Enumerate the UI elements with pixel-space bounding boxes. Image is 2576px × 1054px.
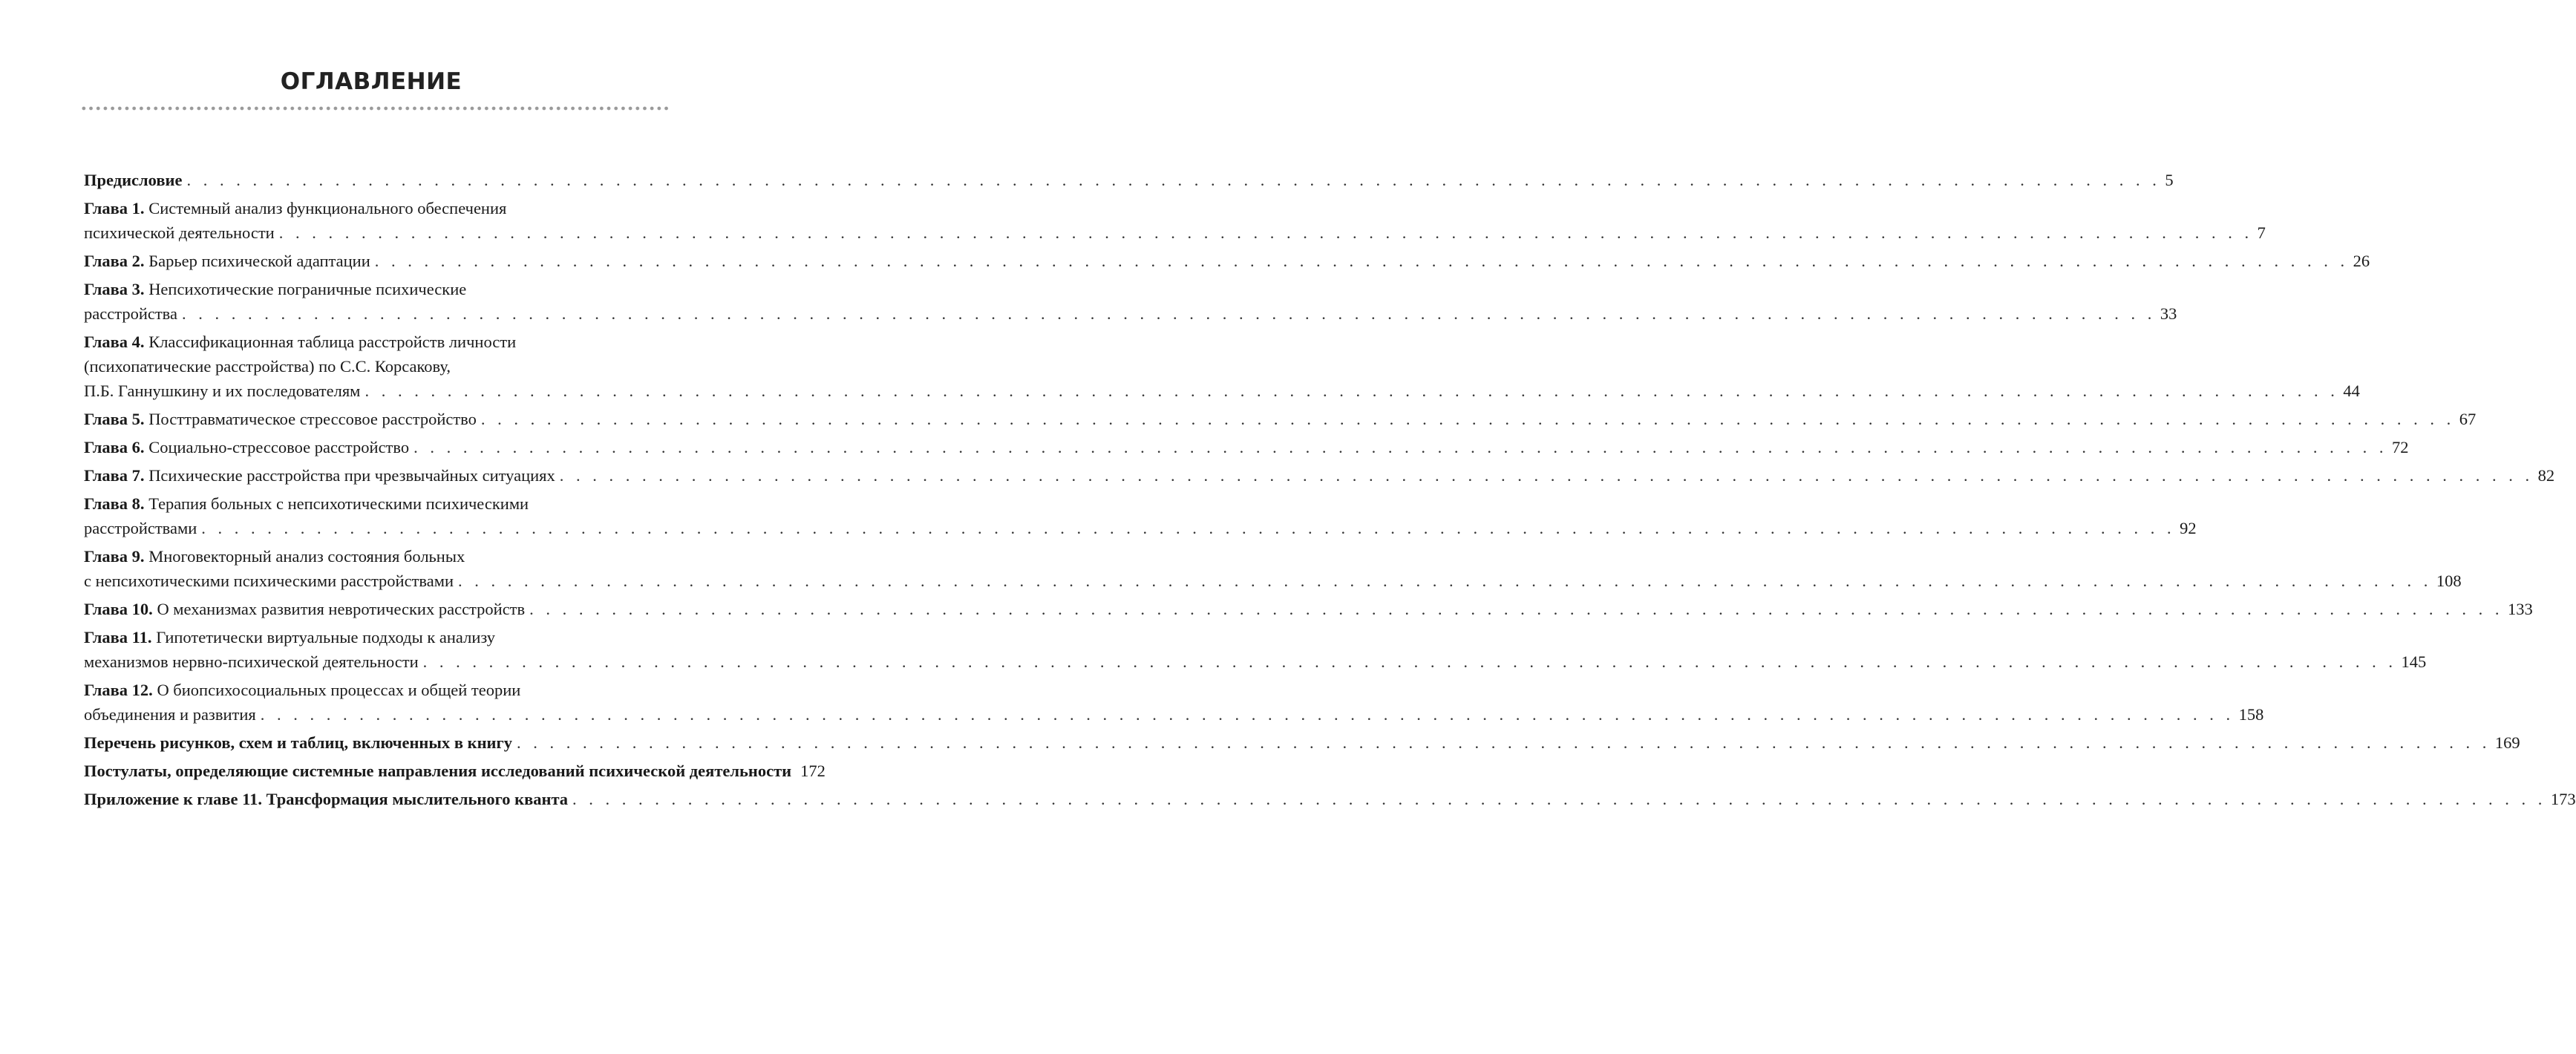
toc-entry-line: объединения и развития xyxy=(84,705,256,724)
toc-page-number: 133 xyxy=(2508,600,2533,618)
toc-entry-line: Барьер психической адаптации xyxy=(148,252,370,270)
toc-entry-line: (психопатические расстройства) по С.С. Корсакову, xyxy=(84,357,451,376)
toc-entry[interactable] xyxy=(84,435,2409,459)
toc-page-number: 26 xyxy=(2353,252,2370,270)
dot-leader: . . . . . . . . . . . . . . . . . . . . . . . . . . . . . . . . . . . . . . . . . . . . . . . . . . . . . . . . . . . . . . . . . . . . . . . . . . . . . . . . . . . . . . . . . . . . . . . . . . . . . . . . . . . . . . . . . . . . . . . . xyxy=(422,652,2397,671)
toc-entry-label: Перечень рисунков, схем и таблиц, включенных в книгу xyxy=(84,733,512,752)
toc-entry-label: Глава 3. xyxy=(84,280,145,298)
toc-entry-line: психической деятельности xyxy=(84,223,275,242)
toc-entry-line: с непсихотическими психическими расстройствами xyxy=(84,572,454,590)
dot-leader: . . . . . . . . . . . . . . . . . . . . . . . . . . . . . . . . . . . . . . . . . . . . . . . . . . . . . . . . . . . . . . . . . . . . . . . . . . . . . . . . . . . . . . . . . . . . . . . . . . . . . . . . . . . . . . . . . . . . . . . . xyxy=(374,252,2349,270)
toc-entry-label: Глава 9. xyxy=(84,547,145,566)
dot-leader: . . . . . . . . . . . . . . . . . . . . . . . . . . . . . . . . . . . . . . . . . . . . . . . . . . . . . . . . . . . . . . . . . . . . . . . . . . . . . . . . . . . . . . . . . . . . . . . . . . . . . . . . . . . . . . . . . . . . . . . . xyxy=(559,466,2534,485)
dot-leader: . . . . . . . . . . . . . . . . . . . . . . . . . . . . . . . . . . . . . . . . . . . . . . . . . . . . . . . . . . . . . . . . . . . . . . . . . . . . . . . . . . . . . . . . . . . . . . . . . . . . . . . . . . . . . . . . . . . . . . . . xyxy=(182,304,2156,323)
dot-leader: . . . . . . . . . . . . . . . . . . . . . . . . . . . . . . . . . . . . . . . . . . . . . . . . . . . . . . . . . . . . . . . . . . . . . . . . . . . . . . . . . . . . . . . . . . . . . . . . . . . . . . . . . . . . . . . . . . . . . . . . xyxy=(278,223,2253,242)
toc-page-number: 158 xyxy=(2238,705,2264,724)
toc-entry-line: Социально-стрессовое расстройство xyxy=(148,438,410,456)
toc-entry[interactable] xyxy=(84,730,2520,755)
toc-entry-line: Гипотетически виртуальные подходы к анализу xyxy=(156,628,496,647)
toc-page-number: 7 xyxy=(2257,223,2266,242)
toc-entry-label: Глава 10. xyxy=(84,600,153,618)
toc-page-number: 82 xyxy=(2537,466,2555,485)
dot-leader: . . . . . . . . . . . . . . . . . . . . . . . . . . . . . . . . . . . . . . . . . . . . . . . . . . . . . . . . . . . . . . . . . . . . . . . . . . . . . . . . . . . . . . . . . . . . . . . . . . . . . . . . . . . . . . . . . . . . . . . . xyxy=(529,600,2504,618)
toc-page-number: 173 xyxy=(2550,790,2576,808)
toc-entry-line: расстройства xyxy=(84,304,177,323)
table-of-contents xyxy=(84,168,2576,811)
dot-leader: . . . . . . . . . . . . . . . . . . . . . . . . . . . . . . . . . . . . . . . . . . . . . . . . . . . . . . . . . . . . . . . . . . . . . . . . . . . . . . . . . . . . . . . . . . . . . . . . . . . . . . . . . . . . . . . . . . . . . . . . xyxy=(260,705,2235,724)
toc-entry[interactable] xyxy=(84,678,2264,727)
toc-entry-label: Постулаты, определяющие системные направления исследований xyxy=(84,762,585,780)
toc-entry-line: психической деятельности xyxy=(589,762,792,780)
toc-entry[interactable] xyxy=(84,168,2174,192)
title-dotted-rule xyxy=(80,105,671,111)
toc-page-number: 5 xyxy=(2165,171,2174,189)
dot-leader: . . . . . . . . . . . . . . . . . . . . . . . . . . . . . . . . . . . . . . . . . . . . . . . . . . . . . . . . . . . . . . . . . . . . . . . . . . . . . . . . . . . . . . . . . . . . . . . . . . . . . . . . . . . . . . . . . . . . . . . . xyxy=(201,519,2176,537)
toc-entry-line: механизмов нервно-психической деятельности xyxy=(84,652,419,671)
toc-entry-line: О биопсихосоциальных процессах и общей теории xyxy=(157,681,521,699)
toc-entry[interactable] xyxy=(84,787,2576,811)
toc-entry[interactable] xyxy=(84,625,2427,674)
toc-entry[interactable] xyxy=(84,196,2266,245)
toc-entry-label: Глава 4. xyxy=(84,333,145,351)
toc-entry[interactable] xyxy=(84,249,2370,273)
toc-entry-label: Глава 12. xyxy=(84,681,153,699)
dot-leader: . . . . . . . . . . . . . . . . . . . . . . . . . . . . . . . . . . . . . . . . . . . . . . . . . . . . . . . . . . . . . . . . . . . . . . . . . . . . . . . . . . . . . . . . . . . . . . . . . . . . . . . . . . . . . . . . . . . . . . . . xyxy=(458,572,2432,590)
toc-entry-label: Глава 7. xyxy=(84,466,145,485)
dot-leader: . . . . . . . . . . . . . . . . . . . . . . . . . . . . . . . . . . . . . . . . . . . . . . . . . . . . . . . . . . . . . . . . . . . . . . . . . . . . . . . . . . . . . . . . . . . . . . . . . . . . . . . . . . . . . . . . . . . . . . . . xyxy=(413,438,2387,456)
toc-entry-line: Системный анализ функционального обеспечения xyxy=(148,199,507,217)
dot-leader: . . . . . . . . . . . . . . . . . . . . . . . . . . . . . . . . . . . . . . . . . . . . . . . . . . . . . . . . . . . . . . . . . . . . . . . . . . . . . . . . . . . . . . . . . . . . . . . . . . . . . . . . . . . . . . . . . . . . . . . . xyxy=(572,790,2546,808)
toc-page-number: 72 xyxy=(2391,438,2409,456)
toc-entry-label: Предисловие xyxy=(84,171,183,189)
toc-entry[interactable] xyxy=(84,277,2177,326)
toc-page-number: 169 xyxy=(2494,733,2520,752)
toc-entry-line: О механизмах развития невротических расстройств xyxy=(157,600,526,618)
toc-entry-line: расстройствами xyxy=(84,519,197,537)
toc-page-number: 92 xyxy=(2180,519,2197,537)
toc-entry[interactable] xyxy=(84,407,2477,431)
dot-leader: . . . . . . . . . . . . . . . . . . . . . . . . . . . . . . . . . . . . . . . . . . . . . . . . . . . . . . . . . . . . . . . . . . . . . . . . . . . . . . . . . . . . . . . . . . . . . . . . . . . . . . . . . . . . . . . . . . . . . . . . xyxy=(186,171,2161,189)
toc-entry[interactable] xyxy=(84,330,2360,403)
toc-page-number: 172 xyxy=(800,762,826,780)
toc-entry-line: Терапия больных с непсихотическими психическими xyxy=(148,494,529,513)
toc-entry-line: Психические расстройства при чрезвычайных ситуациях xyxy=(148,466,555,485)
toc-page-number: 145 xyxy=(2401,652,2427,671)
toc-page-number: 108 xyxy=(2436,572,2462,590)
dot-leader: . . . . . . . . . . . . . . . . . . . . . . . . . . . . . . . . . . . . . . . . . . . . . . . . . . . . . . . . . . . . . . . . . . . . . . . . . . . . . . . . . . . . . . . . . . . . . . . . . . . . . . . . . . . . . . . . . . . . . . . . xyxy=(365,382,2339,400)
dot-leader: . . . . . . . . . . . . . . . . . . . . . . . . . . . . . . . . . . . . . . . . . . . . . . . . . . . . . . . . . . . . . . . . . . . . . . . . . . . . . . . . . . . . . . . . . . . . . . . . . . . . . . . . . . . . . . . . . . . . . . . . xyxy=(516,733,2491,752)
toc-entry[interactable] xyxy=(84,759,826,783)
toc-entry-line: Непсихотические пограничные психические xyxy=(148,280,467,298)
toc-entry-label: Приложение к главе 11. Трансформация мыслительного кванта xyxy=(84,790,569,808)
toc-entry-label: Глава 11. xyxy=(84,628,152,647)
toc-page-number: 67 xyxy=(2459,410,2477,428)
toc-entry-label: Глава 2. xyxy=(84,252,145,270)
toc-entry[interactable] xyxy=(84,544,2462,593)
page-title: ОГЛАВЛЕНИЕ xyxy=(280,68,462,95)
dot-leader: . . . . . . . . . . . . . . . . . . . . . . . . . . . . . . . . . . . . . . . . . . . . . . . . . . . . . . . . . . . . . . . . . . . . . . . . . . . . . . . . . . . . . . . . . . . . . . . . . . . . . . . . . . . . . . . . . . . . . . . . xyxy=(480,410,2455,428)
toc-entry[interactable] xyxy=(84,491,2197,540)
toc-entry[interactable] xyxy=(84,597,2533,621)
toc-entry-line: Многовекторный анализ состояния больных xyxy=(148,547,465,566)
toc-entry-line: П.Б. Ганнушкину и их последователям xyxy=(84,382,361,400)
toc-entry-label: Глава 1. xyxy=(84,199,145,217)
toc-entry-label: Глава 5. xyxy=(84,410,145,428)
toc-entry-line: Классификационная таблица расстройств личности xyxy=(148,333,517,351)
toc-entry-line: Посттравматическое стрессовое расстройство xyxy=(148,410,477,428)
toc-entry[interactable] xyxy=(84,463,2555,488)
toc-entry-label: Глава 8. xyxy=(84,494,145,513)
toc-entry-label: Глава 6. xyxy=(84,438,145,456)
toc-page-number: 33 xyxy=(2160,304,2177,323)
toc-page-number: 44 xyxy=(2343,382,2360,400)
